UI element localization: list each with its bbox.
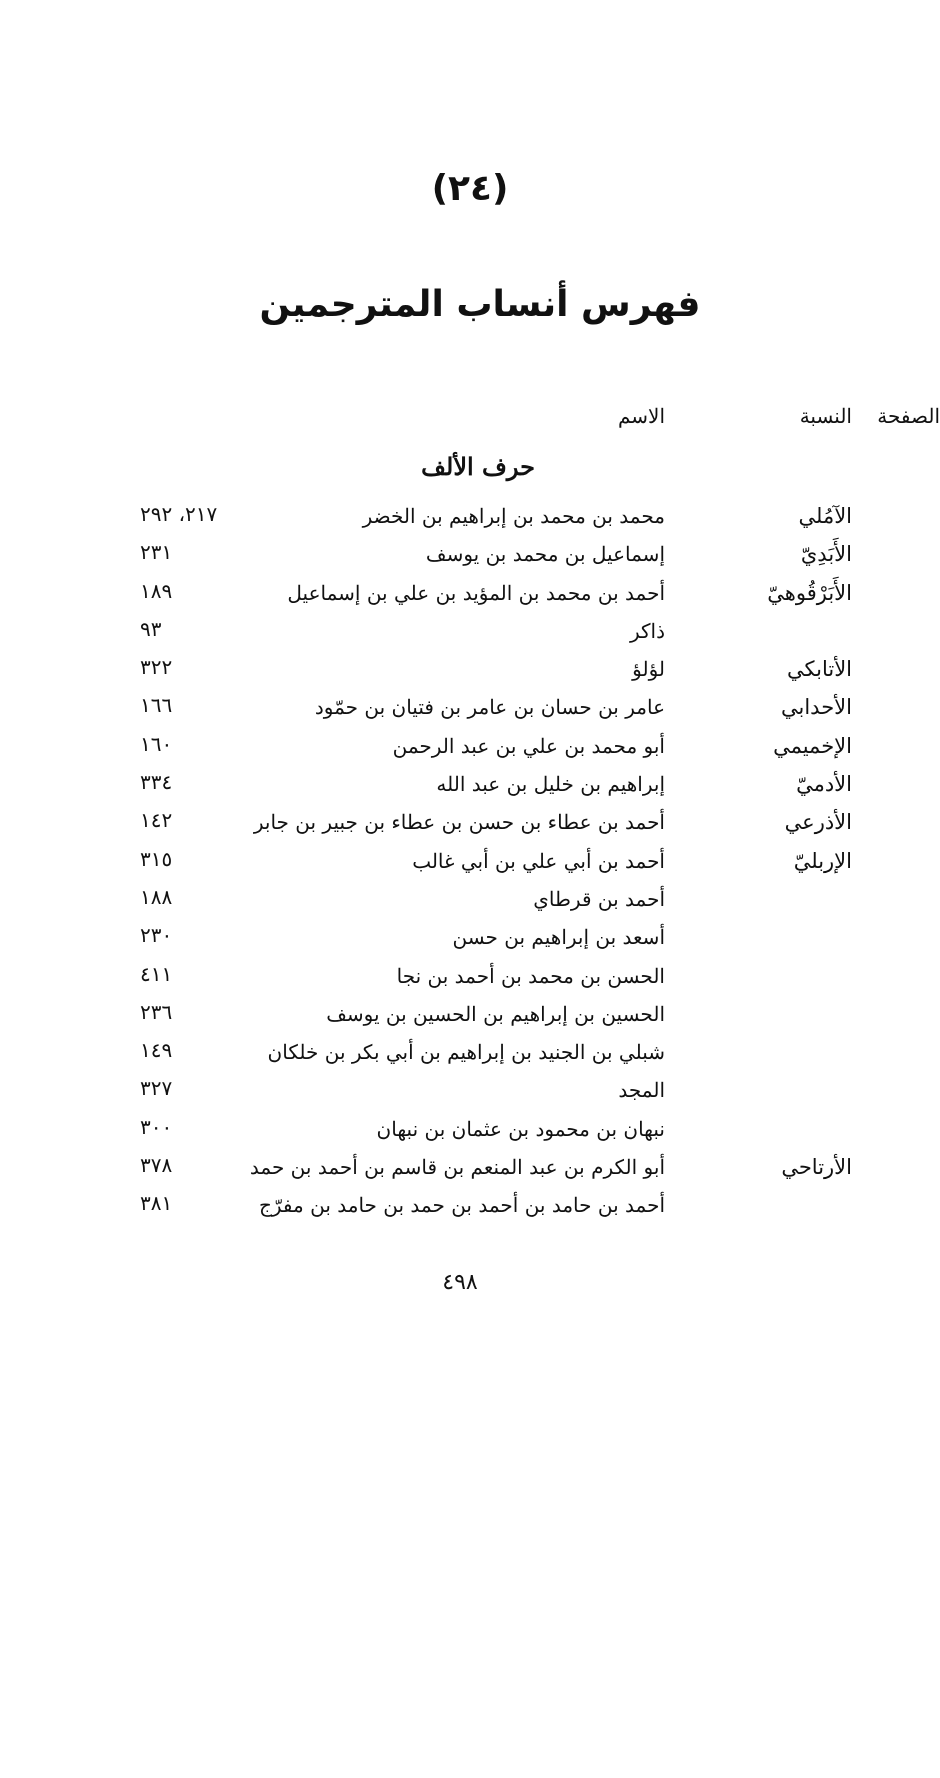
row-name: محمد بن محمد بن إبراهيم بن الخضر (362, 504, 665, 528)
row-nisba: الأدميّ (796, 772, 852, 797)
row-name: الحسين بن إبراهيم بن الحسين بن يوسف (326, 1001, 665, 1026)
index-row (0, 806, 940, 844)
row-page: ٤١١ (140, 961, 173, 986)
index-row (0, 1113, 940, 1151)
row-page: ١٤٢ (140, 808, 173, 833)
column-header-page: الصفحة (877, 404, 940, 428)
row-name: ذاكر (629, 618, 665, 643)
index-row (0, 1151, 940, 1189)
index-row (0, 691, 940, 729)
index-row (0, 998, 940, 1036)
row-page: ٣١٥ (140, 846, 173, 871)
index-row (0, 1036, 940, 1074)
index-row (0, 577, 940, 615)
row-page: ٢٣٠ (140, 923, 173, 948)
index-row (0, 883, 940, 921)
row-page: ١٨٩ (140, 578, 173, 603)
row-nisba: الآمُلي (798, 504, 852, 528)
row-name: المجد (618, 1078, 665, 1103)
row-page: ٣٠٠ (140, 1114, 173, 1139)
index-row (0, 615, 940, 653)
row-name: لؤلؤ (632, 657, 665, 682)
index-row (0, 500, 940, 538)
row-page: ٣٢٢ (140, 655, 173, 680)
row-name: أبو محمد بن علي بن عبد الرحمن (392, 733, 665, 758)
row-page: ٣٧٨ (140, 1153, 173, 1178)
row-page: ٢٣١ (140, 540, 173, 565)
row-page: ٣٨١ (140, 1191, 173, 1216)
row-page: ٣٢٧ (140, 1076, 173, 1101)
row-page: ٩٣ (140, 616, 162, 641)
index-row (0, 960, 940, 998)
index-row (0, 1074, 940, 1112)
row-nisba: الإخميمي (773, 733, 852, 758)
row-nisba: الأَبَدِيّ (800, 542, 852, 567)
row-name: إبراهيم بن خليل بن عبد الله (436, 772, 665, 797)
row-page: ٢١٧، ٢٩٢ (140, 502, 218, 526)
row-name: إسماعيل بن محمد بن يوسف (425, 542, 665, 567)
section-number: (٢٤) (431, 168, 509, 209)
page-title: فهرس أنساب المترجمين (259, 284, 701, 325)
row-name: أحمد بن قرطاي (533, 886, 665, 911)
row-page: ٣٣٤ (140, 770, 173, 795)
index-row (0, 653, 940, 691)
row-page: ١٤٩ (140, 1038, 173, 1063)
row-name: أحمد بن محمد بن المؤيد بن علي بن إسماعيل (287, 580, 665, 605)
row-name: شبلي بن الجنيد بن إبراهيم بن أبي بكر بن خلكان (267, 1040, 665, 1065)
letter-heading: حرف الألف (421, 452, 535, 481)
row-name: أحمد بن حامد بن أحمد بن حمد بن حامد بن مفرّج (258, 1193, 665, 1218)
row-nisba: الإربليّ (793, 848, 852, 873)
index-entries (0, 500, 940, 1228)
index-row (0, 1189, 940, 1227)
index-row (0, 921, 940, 959)
index-row (0, 768, 940, 806)
column-header-name: الاسم (617, 404, 665, 428)
row-name: أبو الكرم بن عبد المنعم بن قاسم بن أحمد بن حمد (249, 1155, 665, 1180)
row-nisba: الأذرعي (784, 810, 852, 835)
index-row (0, 538, 940, 576)
row-name: عامر بن حسان بن عامر بن فتيان بن حمّود (314, 695, 665, 720)
index-row (0, 845, 940, 883)
row-name: أحمد بن أبي علي بن أبي غالب (412, 848, 665, 873)
row-name: أحمد بن عطاء بن حسن بن عطاء بن جبير بن جابر (253, 810, 665, 835)
row-nisba: الأَبَرْقُوهيّ (767, 580, 852, 605)
index-row (0, 730, 940, 768)
row-page: ٢٣٦ (140, 999, 173, 1024)
column-header-nisba: النسبة (799, 404, 852, 428)
row-nisba: الأحدابي (781, 695, 852, 720)
row-nisba: الأتابكي (787, 657, 852, 682)
row-page: ١٨٨ (140, 884, 173, 909)
row-page: ١٦٠ (140, 731, 173, 756)
page-number: ٤٩٨ (442, 1270, 478, 1295)
row-nisba: الأرتاحي (781, 1155, 852, 1180)
row-name: نبهان بن محمود بن عثمان بن نبهان (376, 1116, 665, 1141)
row-name: أسعد بن إبراهيم بن حسن (452, 925, 665, 950)
row-name: الحسن بن محمد بن أحمد بن نجا (396, 963, 665, 988)
row-page: ١٦٦ (140, 693, 173, 718)
